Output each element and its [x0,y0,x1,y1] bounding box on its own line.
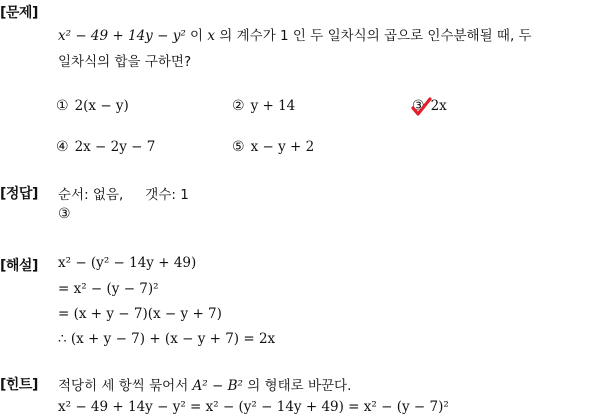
problem-variable-x: x [207,28,215,44]
problem-label: [문제] [0,5,38,21]
option-4-number: ④ [56,139,69,155]
option-5[interactable] [232,139,314,155]
problem-text-2: 의 계수가 1 인 두 일차식의 곱으로 인수분해될 때, 두 [214,28,532,44]
answer-choice: ③ [58,206,71,222]
option-4[interactable] [56,139,155,155]
explanation-label: [해설] [0,258,38,274]
problem-text-1: 이 [185,28,208,44]
hint-text-2: 의 형태로 바꾼다. [242,378,352,394]
option-3-number: ③ [412,98,425,114]
answer-summary [58,183,189,203]
problem-line-2: 일차식의 합을 구하면? [58,54,192,70]
explanation-line-1: x² − (y² − 14y + 49) [58,255,197,271]
option-3-expression: 2x [430,98,447,114]
hint-expression: A² − B² [192,378,243,394]
explanation-line-3: = (x + y − 7)(x − y + 7) [58,306,222,322]
option-1-expression: 2(x − y) [74,98,129,114]
answer-order: 순서: 없음, [58,187,124,203]
problem-line-1 [58,24,532,44]
option-5-number: ⑤ [232,139,245,155]
hint-line-1 [58,374,351,394]
answer-label: [정답] [0,186,38,202]
option-4-expression: 2x − 2y − 7 [74,139,156,155]
check-mark-icon [410,96,432,118]
hint-label: [힌트] [0,377,38,393]
option-2[interactable] [232,98,295,114]
hint-line-2: x² − 49 + 14y − y² = x² − (y² − 14y + 49) = x² − (y − 7)² [58,399,449,415]
hint-text-1: 적당히 세 항씩 묶어서 [58,378,193,394]
option-5-expression: x − y + 2 [250,139,315,155]
option-1-number: ① [56,98,69,114]
answer-count: 갯수: 1 [145,187,189,203]
explanation-line-4: ∴ (x + y − 7) + (x − y + 7) = 2x [58,331,276,347]
option-1[interactable] [56,98,129,114]
option-2-number: ② [232,98,245,114]
problem-expression: x² − 49 + 14y − y² [58,28,186,44]
option-2-expression: y + 14 [250,98,296,114]
explanation-line-2: = x² − (y − 7)² [58,281,159,297]
